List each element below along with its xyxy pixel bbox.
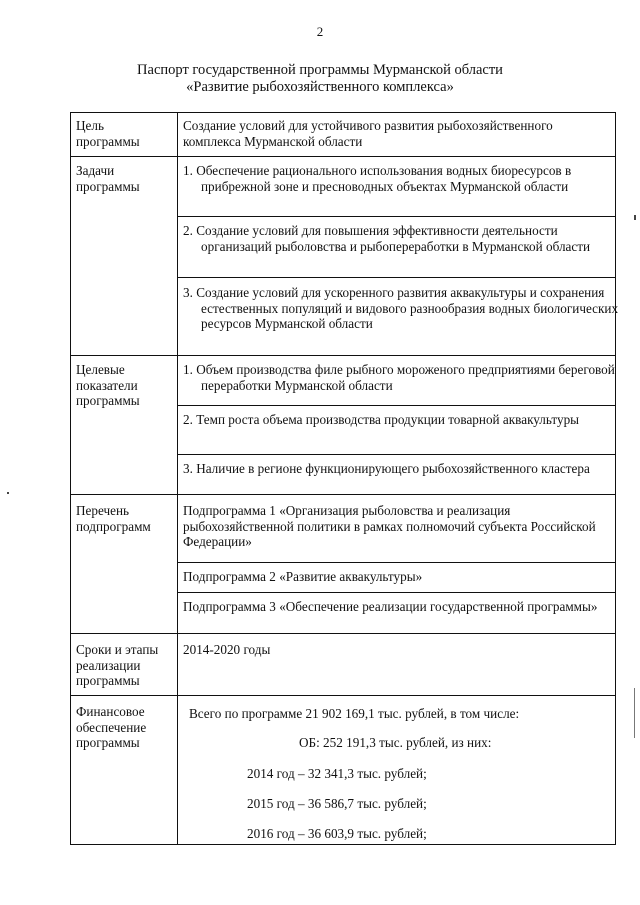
indicator-item-1: 1. Объем производства филе рыбного мороженого предприятиями береговой переработки Мурманской области <box>183 362 615 393</box>
row-divider <box>71 355 615 356</box>
column-divider <box>177 113 178 844</box>
cell-divider <box>177 592 615 593</box>
scan-mark <box>634 688 635 738</box>
document-title <box>0 62 640 96</box>
goal-label: Цель программы <box>76 118 140 149</box>
finance-label: Финансовое обеспечение программы <box>76 704 147 750</box>
finance-total: Всего по программе 21 902 169,1 тыс. рублей, в том числе: <box>189 706 520 721</box>
finance-regional-budget: ОБ: 252 191,3 тыс. рублей, из них: <box>299 735 492 750</box>
terms-label: Сроки и этапы реализации программы <box>76 642 159 688</box>
scan-mark <box>634 215 636 220</box>
indicators-label: Целевые показатели программы <box>76 362 140 408</box>
task-item-1: 1. Обеспечение рационального использования водных биоресурсов в прибрежной зоне и пресноводных объектах Мурманской области <box>183 163 572 194</box>
row-divider <box>71 156 615 157</box>
task-item-2: 2. Создание условий для повышения эффективности деятельности организаций рыболовства и рыбопереработки в Мурманской области <box>183 223 591 254</box>
goal-text: Создание условий для устойчивого развития рыбохозяйственного комплекса Мурманской области <box>183 118 553 149</box>
cell-divider <box>177 454 615 455</box>
terms-text: 2014-2020 годы <box>183 642 271 657</box>
subprogram-item-1: Подпрограмма 1 «Организация рыболовства и реализация рыбохозяйственной политики в рамках полномочий субъекта Российской Федерации» <box>183 503 596 549</box>
title-line-2: «Развитие рыбохозяйственного комплекса» <box>186 79 454 95</box>
row-divider <box>71 695 615 696</box>
cell-divider <box>177 562 615 563</box>
indicator-item-3: 3. Наличие в регионе функционирующего рыбохозяйственного кластера <box>183 461 590 476</box>
passport-table <box>70 112 619 845</box>
page-number: 2 <box>316 24 324 39</box>
finance-year-2016: 2016 год – 36 603,9 тыс. рублей; <box>247 826 427 841</box>
subprograms-label: Перечень подпрограмм <box>76 503 151 534</box>
tasks-label: Задачи программы <box>76 163 140 194</box>
scan-mark <box>7 492 9 494</box>
task-item-3: 3. Создание условий для ускоренного развития аквакультуры и сохранения естественных популяций и видового разнообразия водных биологических ресурсов Мурманской области <box>183 285 619 331</box>
finance-year-2015: 2015 год – 36 586,7 тыс. рублей; <box>247 796 427 811</box>
subprogram-item-3: Подпрограмма 3 «Обеспечение реализации государственной программы» <box>183 599 598 614</box>
cell-divider <box>177 277 615 278</box>
cell-divider <box>177 405 615 406</box>
indicator-item-2: 2. Темп роста объема производства продукции товарной аквакультуры <box>183 412 580 427</box>
row-divider <box>71 633 615 634</box>
finance-year-2014: 2014 год – 32 341,3 тыс. рублей; <box>247 766 427 781</box>
cell-divider <box>177 216 615 217</box>
title-line-1: Паспорт государственной программы Мурманской области <box>137 62 503 78</box>
row-divider <box>71 494 615 495</box>
subprogram-item-2: Подпрограмма 2 «Развитие аквакультуры» <box>183 569 423 584</box>
